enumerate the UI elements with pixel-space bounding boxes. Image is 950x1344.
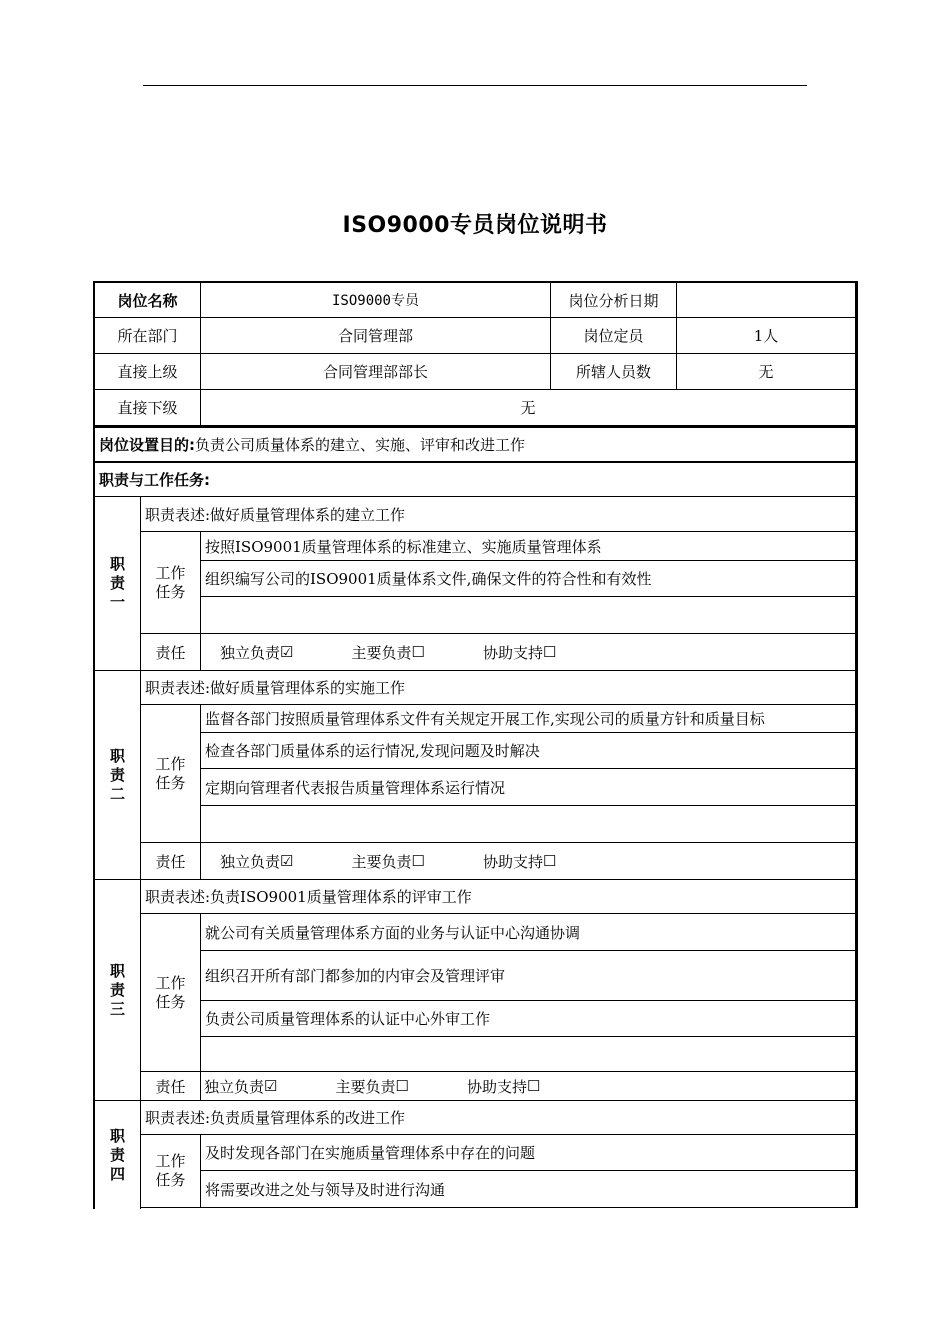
- purpose-text: 负责公司质量体系的建立、实施、评审和改进工作: [195, 436, 526, 454]
- duty-2-resp-label: 责任: [141, 843, 201, 880]
- superior-value: 合同管理部部长: [201, 354, 551, 390]
- subordinate-label: 直接下级: [95, 390, 201, 426]
- headcount-label: 岗位定员: [551, 318, 677, 354]
- duty-1-task-3: [201, 597, 856, 634]
- duty-3-task-4: [201, 1037, 856, 1072]
- duty-3-task-3: 负责公司质量管理体系的认证中心外审工作: [201, 1001, 856, 1037]
- analysis-date-value: [677, 283, 856, 318]
- duty-2-task-2: 检查各部门质量体系的运行情况,发现问题及时解决: [201, 733, 856, 769]
- purpose-label: 岗位设置目的:: [99, 436, 195, 454]
- independent-checked-box[interactable]: ☑: [280, 852, 294, 870]
- duty-1-responsibility: 独立负责 ☑ 主要负责 ☐ 协助支持 ☐: [201, 634, 856, 671]
- position-name-value: ISO9000专员: [201, 283, 551, 318]
- duty-2-task-4: [201, 806, 856, 843]
- duty-3-statement: 职责表述:负责ISO9001质量管理体系的评审工作: [141, 880, 856, 914]
- duty-3-resp-label: 责任: [141, 1072, 201, 1101]
- subordinate-count-value: 无: [677, 354, 856, 390]
- duty-1-task-label: 工作 任务: [141, 532, 201, 634]
- header-rule: [143, 85, 807, 86]
- duty-2-statement: 职责表述:做好质量管理体系的实施工作: [141, 671, 856, 705]
- duties-heading: 职责与工作任务:: [95, 463, 856, 497]
- purpose-row: [95, 428, 856, 462]
- duty-3-label: 职 责 三: [95, 880, 141, 1101]
- assist-empty-box[interactable]: ☐: [542, 852, 557, 870]
- duty-1-task-2: 组织编写公司的ISO9001质量体系文件,确保文件的符合性和有效性: [201, 561, 856, 597]
- duty-3-task-label: 工作 任务: [141, 914, 201, 1072]
- duty-1-task-1: 按照ISO9001质量管理体系的标准建立、实施质量管理体系: [201, 532, 856, 561]
- assist-empty-box[interactable]: ☐: [542, 643, 557, 661]
- duty-3-task-2: 组织召开所有部门都参加的内审会及管理评审: [201, 951, 856, 1001]
- duty-2-task-1: 监督各部门按照质量管理体系文件有关规定开展工作,实现公司的质量方针和质量目标: [201, 705, 856, 733]
- assist-empty-box[interactable]: ☐: [526, 1077, 541, 1095]
- department-label: 所在部门: [95, 318, 201, 354]
- duty-1-statement: 职责表述:做好质量管理体系的建立工作: [141, 497, 856, 532]
- duty-4-task-1: 及时发现各部门在实施质量管理体系中存在的问题: [201, 1135, 856, 1171]
- duty-2-task-label: 工作 任务: [141, 705, 201, 843]
- duty-4-task-2: 将需要改进之处与领导及时进行沟通: [201, 1171, 856, 1208]
- duty-3-responsibility: 独立负责 ☑ 主要负责 ☐ 协助支持 ☐: [201, 1072, 856, 1101]
- main-empty-box[interactable]: ☐: [411, 852, 425, 870]
- document-title: ISO9000专员岗位说明书: [342, 213, 608, 238]
- duty-2-responsibility: 独立负责 ☑ 主要负责 ☐ 协助支持 ☐: [201, 843, 856, 880]
- duty-4-statement: 职责表述:负责质量管理体系的改进工作: [141, 1101, 856, 1135]
- superior-label: 直接上级: [95, 354, 201, 390]
- subordinate-count-label: 所辖人员数: [551, 354, 677, 390]
- department-value: 合同管理部: [201, 318, 551, 354]
- independent-checked-box[interactable]: ☑: [280, 643, 294, 661]
- position-name-label: 岗位名称: [95, 283, 201, 318]
- main-empty-box[interactable]: ☐: [395, 1077, 409, 1095]
- duty-1-label: 职 责 一: [95, 497, 141, 671]
- duty-4-label: 职 责 四: [95, 1101, 141, 1209]
- subordinate-value: 无: [201, 390, 856, 426]
- independent-checked-box[interactable]: ☑: [264, 1077, 278, 1095]
- duty-4-task-label: 工作 任务: [141, 1135, 201, 1208]
- headcount-value: 1人: [677, 318, 856, 354]
- analysis-date-label: 岗位分析日期: [551, 283, 677, 318]
- main-empty-box[interactable]: ☐: [411, 643, 425, 661]
- duty-1-resp-label: 责任: [141, 634, 201, 671]
- duty-2-label: 职 责 二: [95, 671, 141, 880]
- duty-2-task-3: 定期向管理者代表报告质量管理体系运行情况: [201, 769, 856, 806]
- duty-3-task-1: 就公司有关质量管理体系方面的业务与认证中心沟通协调: [201, 914, 856, 951]
